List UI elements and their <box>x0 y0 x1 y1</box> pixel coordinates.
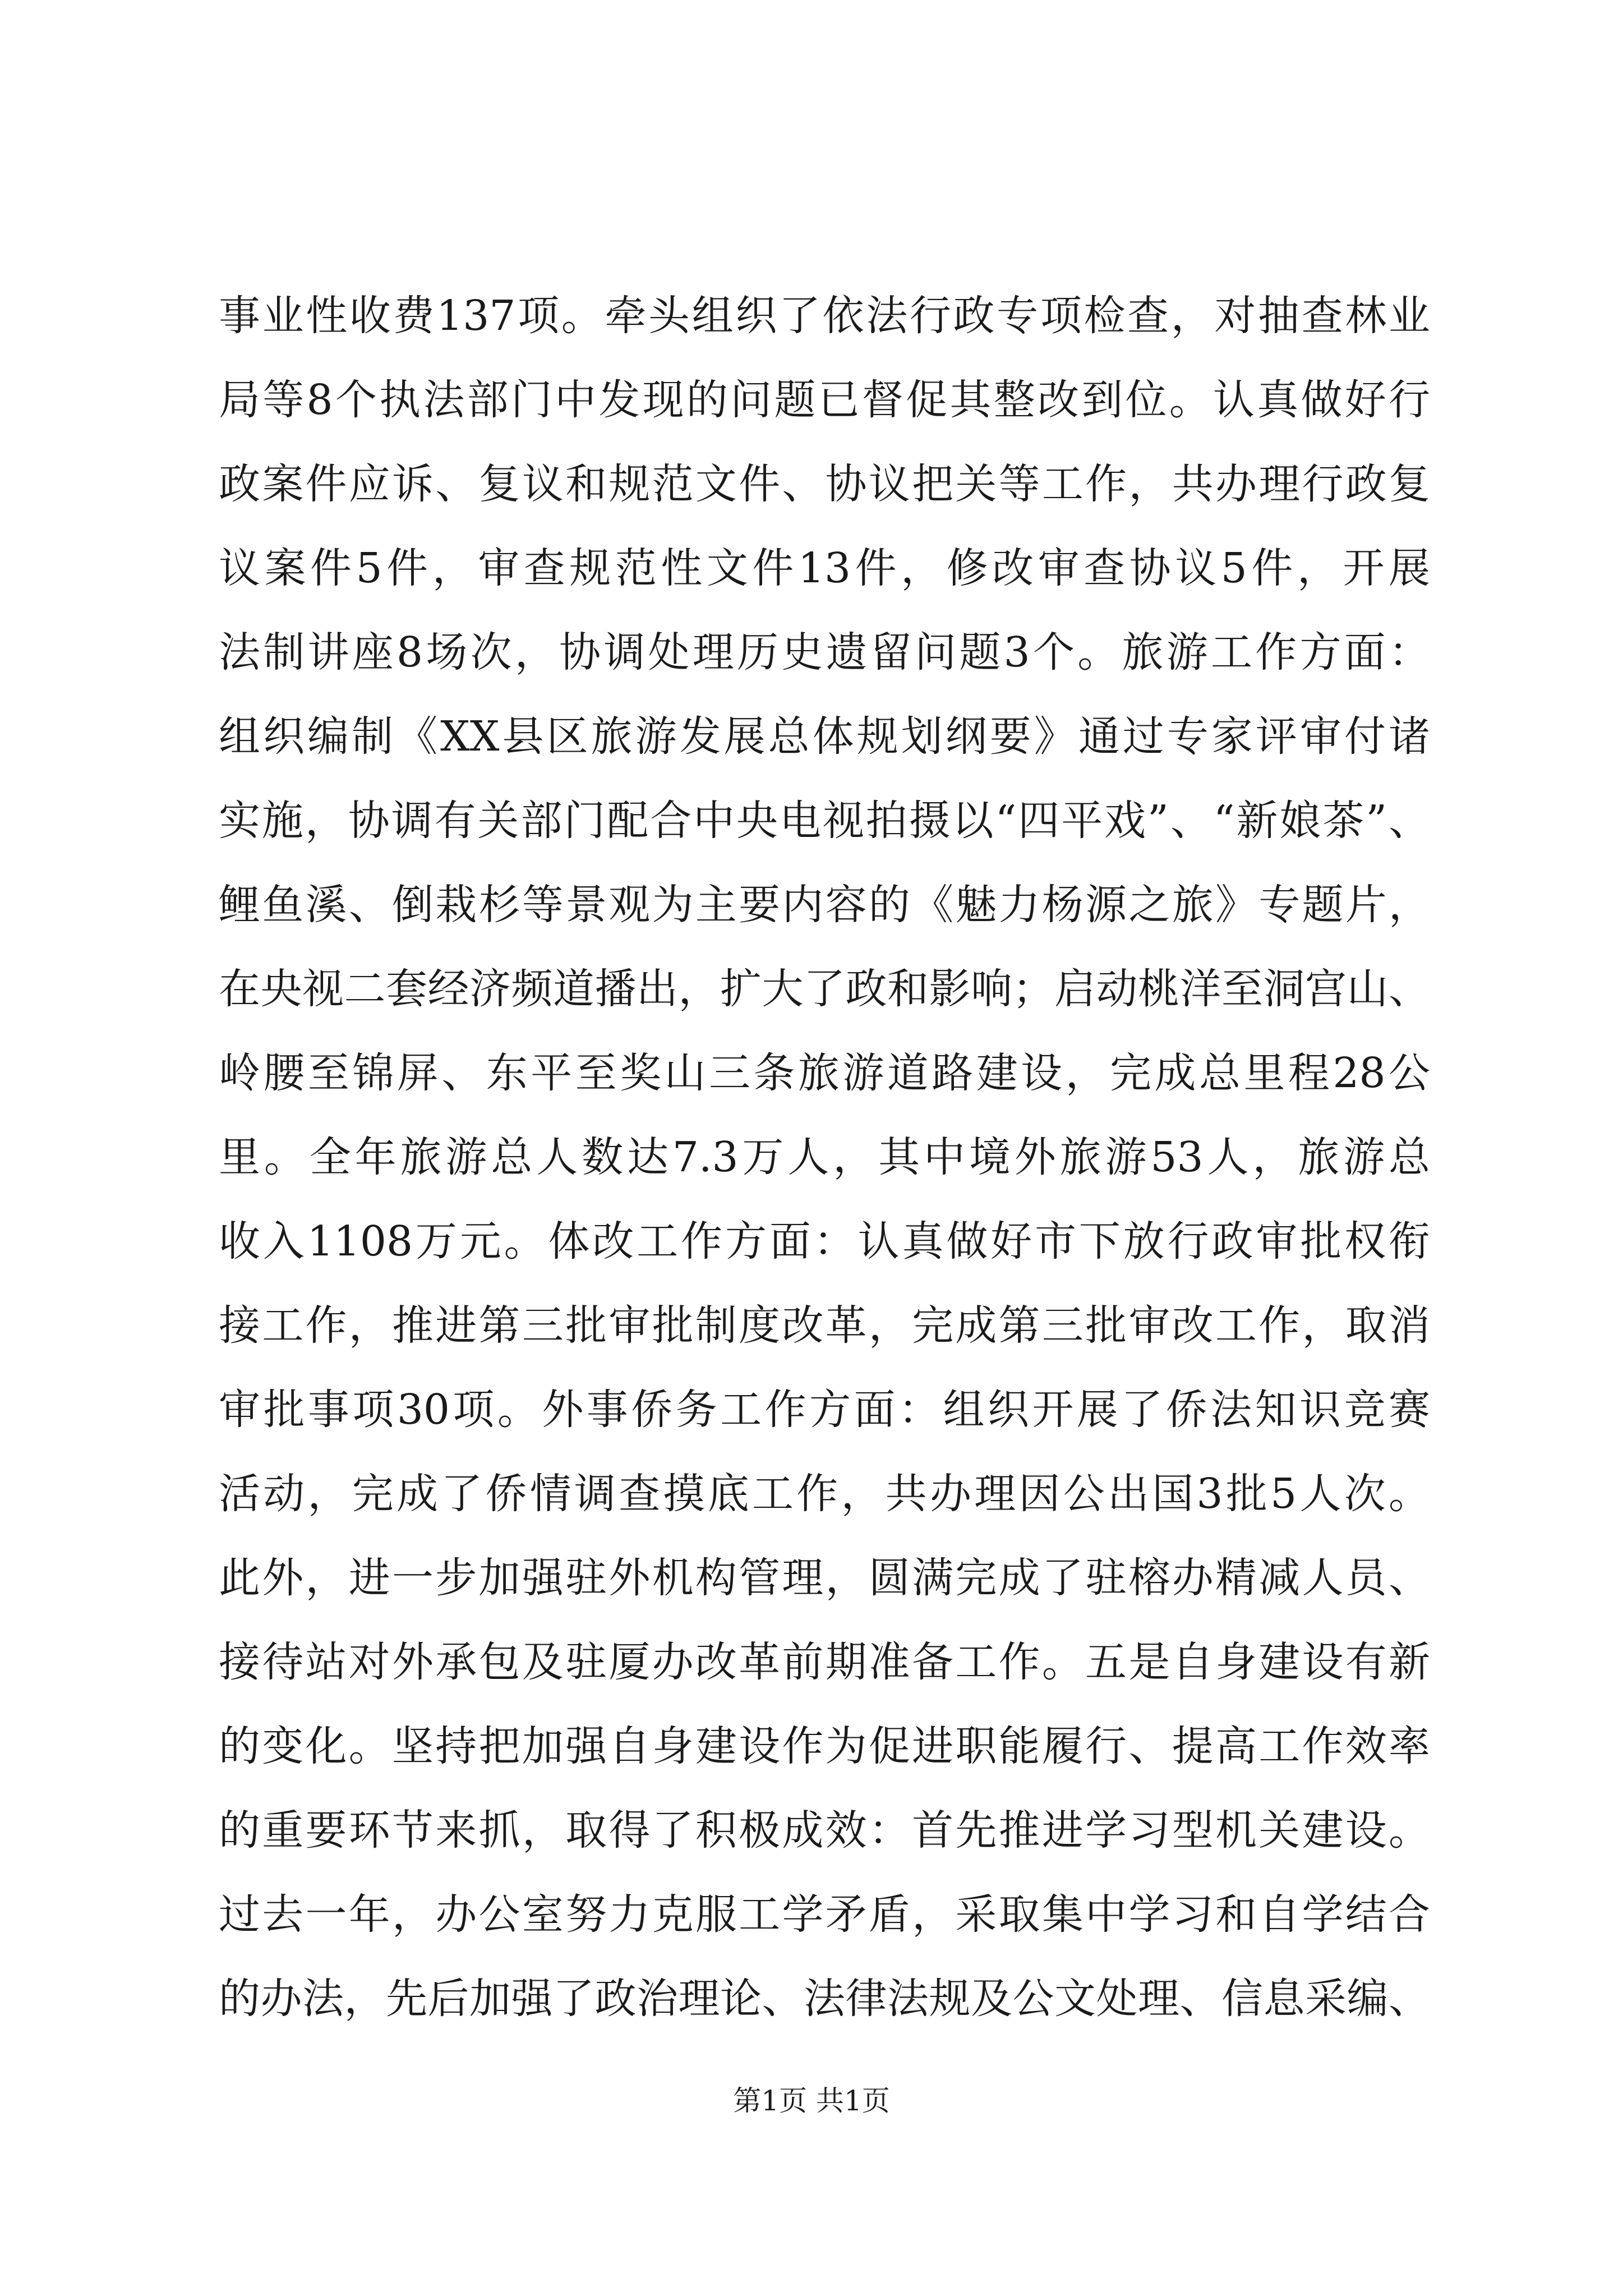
page-footer <box>0 2081 1623 2120</box>
text-line: 实施，协调有关部门配合中央电视拍摄以“四平戏”、“新娘茶”、 <box>219 797 1430 845</box>
text-line: 的办法，先后加强了政治理论、法律法规及公文处理、信息采编、 <box>219 1975 1430 2023</box>
text-line: 收入1108万元。体改工作方面：认真做好市下放行政审批权衔 <box>219 1217 1430 1266</box>
text-line: 事业性收费137项。牵头组织了依法行政专项检查，对抽查林业 <box>219 292 1430 340</box>
text-line: 局等8个执法部门中发现的问题已督促其整改到位。认真做好行 <box>219 376 1430 424</box>
text-line: 法制讲座8场次，协调处理历史遗留问题3个。旅游工作方面： <box>219 628 1430 677</box>
page-number-label: 第1页 共1页 <box>733 2085 890 2117</box>
text-line: 议案件5件，审查规范性文件13件，修改审查协议5件，开展 <box>219 544 1430 592</box>
text-line: 岭腰至锦屏、东平至奖山三条旅游道路建设，完成总里程28公 <box>219 1049 1430 1097</box>
text-line: 此外，进一步加强驻外机构管理，圆满完成了驻榕办精减人员、 <box>219 1554 1430 1602</box>
text-line: 组织编制《XX县区旅游发展总体规划纲要》通过专家评审付诸 <box>219 712 1430 761</box>
text-line: 里。全年旅游总人数达7.3万人，其中境外旅游53人，旅游总 <box>219 1133 1430 1181</box>
text-line: 政案件应诉、复议和规范文件、协议把关等工作，共办理行政复 <box>219 460 1430 508</box>
text-line: 的重要环节来抓，取得了积极成效：首先推进学习型机关建设。 <box>219 1806 1430 1855</box>
text-line: 接待站对外承包及驻厦办改革前期准备工作。五是自身建设有新 <box>219 1638 1430 1686</box>
text-line: 接工作，推进第三批审批制度改革，完成第三批审改工作，取消 <box>219 1301 1430 1350</box>
text-line: 审批事项30项。外事侨务工作方面：组织开展了侨法知识竞赛 <box>219 1386 1430 1434</box>
text-line: 的变化。坚持把加强自身建设作为促进职能履行、提高工作效率 <box>219 1722 1430 1770</box>
text-line: 活动，完成了侨情调查摸底工作，共办理因公出国3批5人次。 <box>219 1470 1430 1518</box>
text-line: 过去一年，办公室努力克服工学矛盾，采取集中学习和自学结合 <box>219 1890 1430 1939</box>
text-line: 鲤鱼溪、倒栽杉等景观为主要内容的《魅力杨源之旅》专题片， <box>219 881 1430 929</box>
text-line: 在央视二套经济频道播出，扩大了政和影响；启动桃洋至洞宫山、 <box>219 965 1430 1013</box>
body-text <box>219 274 1430 2041</box>
